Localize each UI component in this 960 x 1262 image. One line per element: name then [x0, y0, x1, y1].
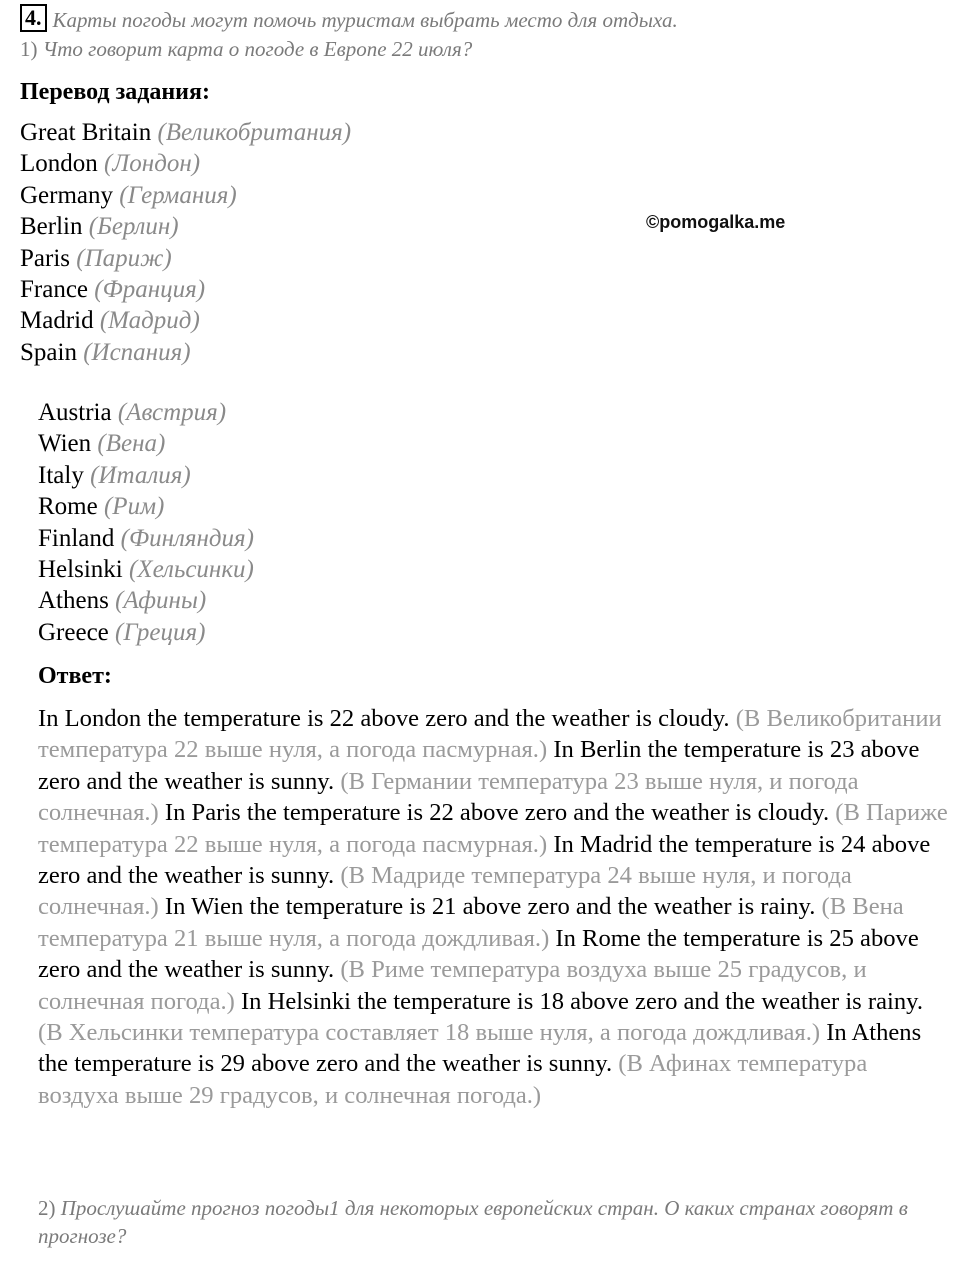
- answer-sentence-ru: (В Мадриде температура 24 выше нуля, и погода солнечная.): [38, 862, 852, 921]
- word-item: Finland (Финляндия): [38, 524, 255, 552]
- word-item: Helsinki (Хельсинки): [38, 556, 254, 584]
- word-item: France (Франция): [20, 276, 206, 304]
- task-header: [20, 4, 940, 64]
- answer-sentence-en: In Wien the temperature is 21 above zero and the weather is rainy.: [164, 893, 816, 921]
- task-intro: Карты погоды могут помочь туристам выбрать место для отдыха.: [52, 8, 678, 32]
- answer-sentence-en: In Berlin the temperature is 23 above zero and the weather is sunny.: [38, 736, 920, 795]
- answer-sentence-ru: (В Вена температура 21 выше нуля, а погода дождливая.): [38, 893, 904, 952]
- word-item: Wien (Вена): [38, 430, 166, 458]
- word-item: Athens (Афины): [38, 587, 207, 615]
- task-number-badge: 4.: [20, 4, 47, 32]
- word-item: Rome (Рим): [38, 493, 165, 521]
- word-item: Great Britain (Великобритания): [20, 119, 352, 146]
- answer-sentence-ru: (В Афинах температура воздуха выше 29 градусов, и солнечная погода.): [38, 1050, 868, 1109]
- word-item: Greece (Греция): [38, 618, 206, 646]
- answer-title: Ответ:: [38, 663, 112, 689]
- answer-sentence-en: In Athens the temperature is 29 above zero and the weather is sunny.: [38, 1019, 922, 1078]
- word-item: Austria (Австрия): [38, 399, 227, 426]
- word-item: Spain (Испания): [20, 338, 191, 366]
- answer-sentence-ru: (В Хельсинки температура составляет 18 выше нуля, а погода дождливая.): [38, 1019, 821, 1047]
- question-1-number: 1): [20, 37, 38, 61]
- answer-sentence-en: In Madrid the temperature is 24 above zero and the weather is sunny.: [38, 830, 931, 890]
- answer-sentence-ru: (В Риме температура воздуха выше 25 градусов, и солнечная погода.): [38, 956, 867, 1015]
- word-item: London (Лондон): [20, 150, 201, 178]
- answer-sentence-ru: (В Великобритании температура 22 выше нуля, а погода пасмурная.): [38, 705, 942, 764]
- word-item: Germany (Германия): [20, 181, 237, 209]
- answer-sentence-en: In Helsinki the temperature is 18 above zero and the weather is rainy.: [240, 987, 923, 1015]
- word-item: Madrid (Мадрид): [20, 307, 200, 335]
- answer-paragraph: [38, 703, 950, 1111]
- question-1-text: Что говорит карта о погоде в Европе 22 июля?: [42, 37, 473, 61]
- question-2: [38, 1194, 918, 1250]
- question-2-number: 2): [38, 1196, 56, 1220]
- answer-sentence-ru: (В Париже температура 22 выше нуля, а погода пасмурная.): [38, 799, 948, 858]
- word-list-right: [38, 397, 254, 648]
- answer-sentence-en: In Paris the temperature is 22 above zero and the weather is cloudy.: [164, 799, 830, 827]
- answer-sentence-ru: (В Германии температура 23 выше нуля, и погода солнечная.): [38, 767, 859, 827]
- answer-sentence-en: In Rome the temperature is 25 above zero and the weather is sunny.: [38, 924, 919, 984]
- translation-title: Перевод задания:: [20, 79, 210, 105]
- word-item: Paris (Париж): [20, 244, 172, 272]
- word-item: Italy (Италия): [38, 461, 191, 489]
- answer-sentence-en: In London the temperature is 22 above zero and the weather is cloudy.: [38, 705, 730, 732]
- watermark: ©pomogalka.me: [646, 212, 786, 232]
- question-2-text: Прослушайте прогноз погоды1 для некоторых европейских стран. О каких странах говорят в прогнозе?: [38, 1196, 908, 1248]
- word-list-left: [20, 117, 351, 368]
- word-item: Berlin (Берлин): [20, 213, 179, 241]
